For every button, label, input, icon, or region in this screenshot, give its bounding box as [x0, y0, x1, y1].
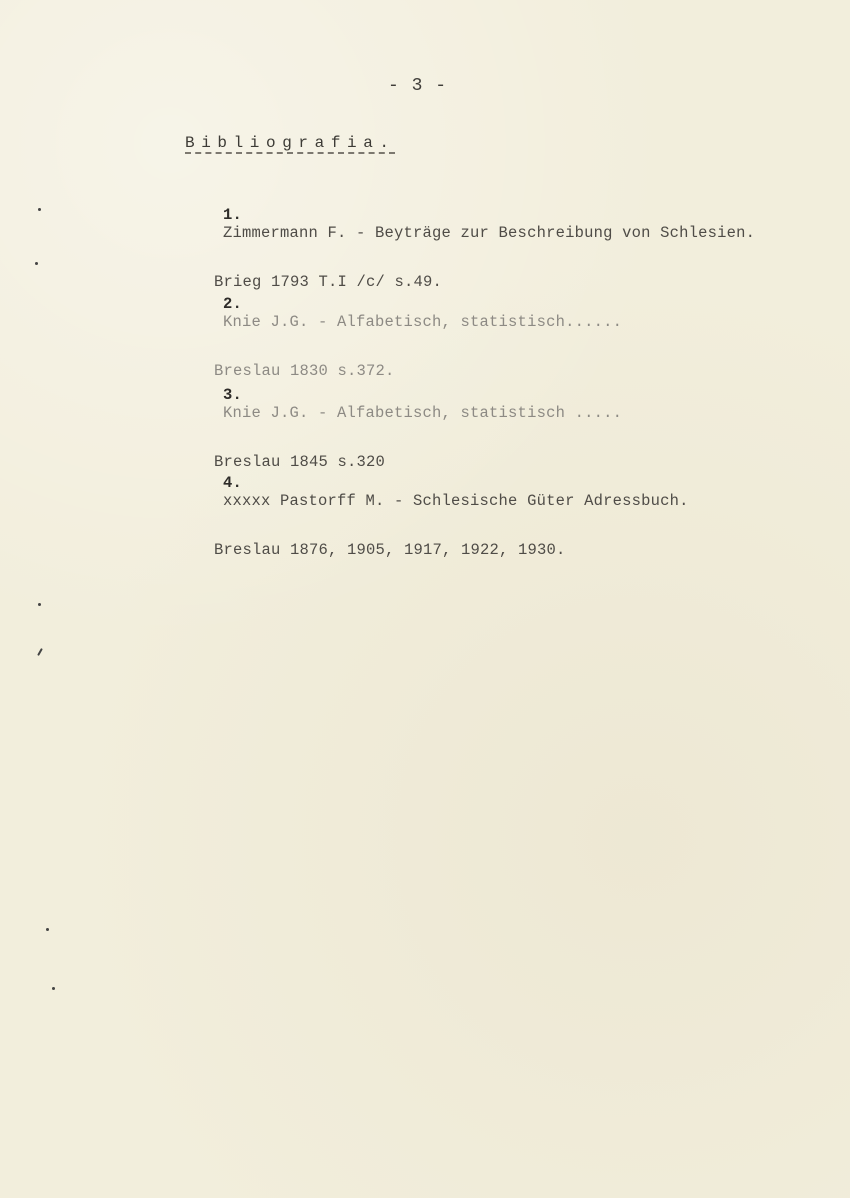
entry-line-2: Breslau 1876, 1905, 1917, 1922, 1930. — [214, 541, 566, 559]
entry-number: 3. — [223, 386, 243, 404]
entry-line-1: Zimmermann F. - Beyträge zur Beschreibung von Schlesien. — [223, 224, 756, 242]
entry-line-1: xxxxx Pastorff M. - Schlesische Güter Adressbuch. — [223, 492, 689, 510]
entry-number: 1. — [223, 206, 243, 224]
entry-number: 2. — [223, 295, 243, 313]
entry-line-2: Breslau 1845 s.320 — [214, 453, 386, 471]
entry-line-2: Brieg 1793 T.I /c/ s.49. — [214, 273, 443, 291]
paper-speck — [52, 987, 55, 990]
page-number: - 3 - — [387, 76, 447, 96]
entry-line-1: Knie J.G. - Alfabetisch, statistisch ..... — [223, 404, 623, 422]
bibliography-heading: Bibliografia. — [185, 134, 396, 152]
paper-speck — [37, 648, 43, 656]
paper-speck — [38, 603, 41, 606]
paper-speck — [38, 208, 41, 211]
paper-speck — [35, 262, 38, 265]
entry-line-2: Breslau 1830 s.372. — [214, 362, 395, 380]
paper-speck — [46, 928, 49, 931]
entry-number: 4. — [223, 474, 243, 492]
bibliography-entry-4 — [185, 456, 689, 595]
entry-line-1: Knie J.G. - Alfabetisch, statistisch...... — [223, 313, 623, 331]
